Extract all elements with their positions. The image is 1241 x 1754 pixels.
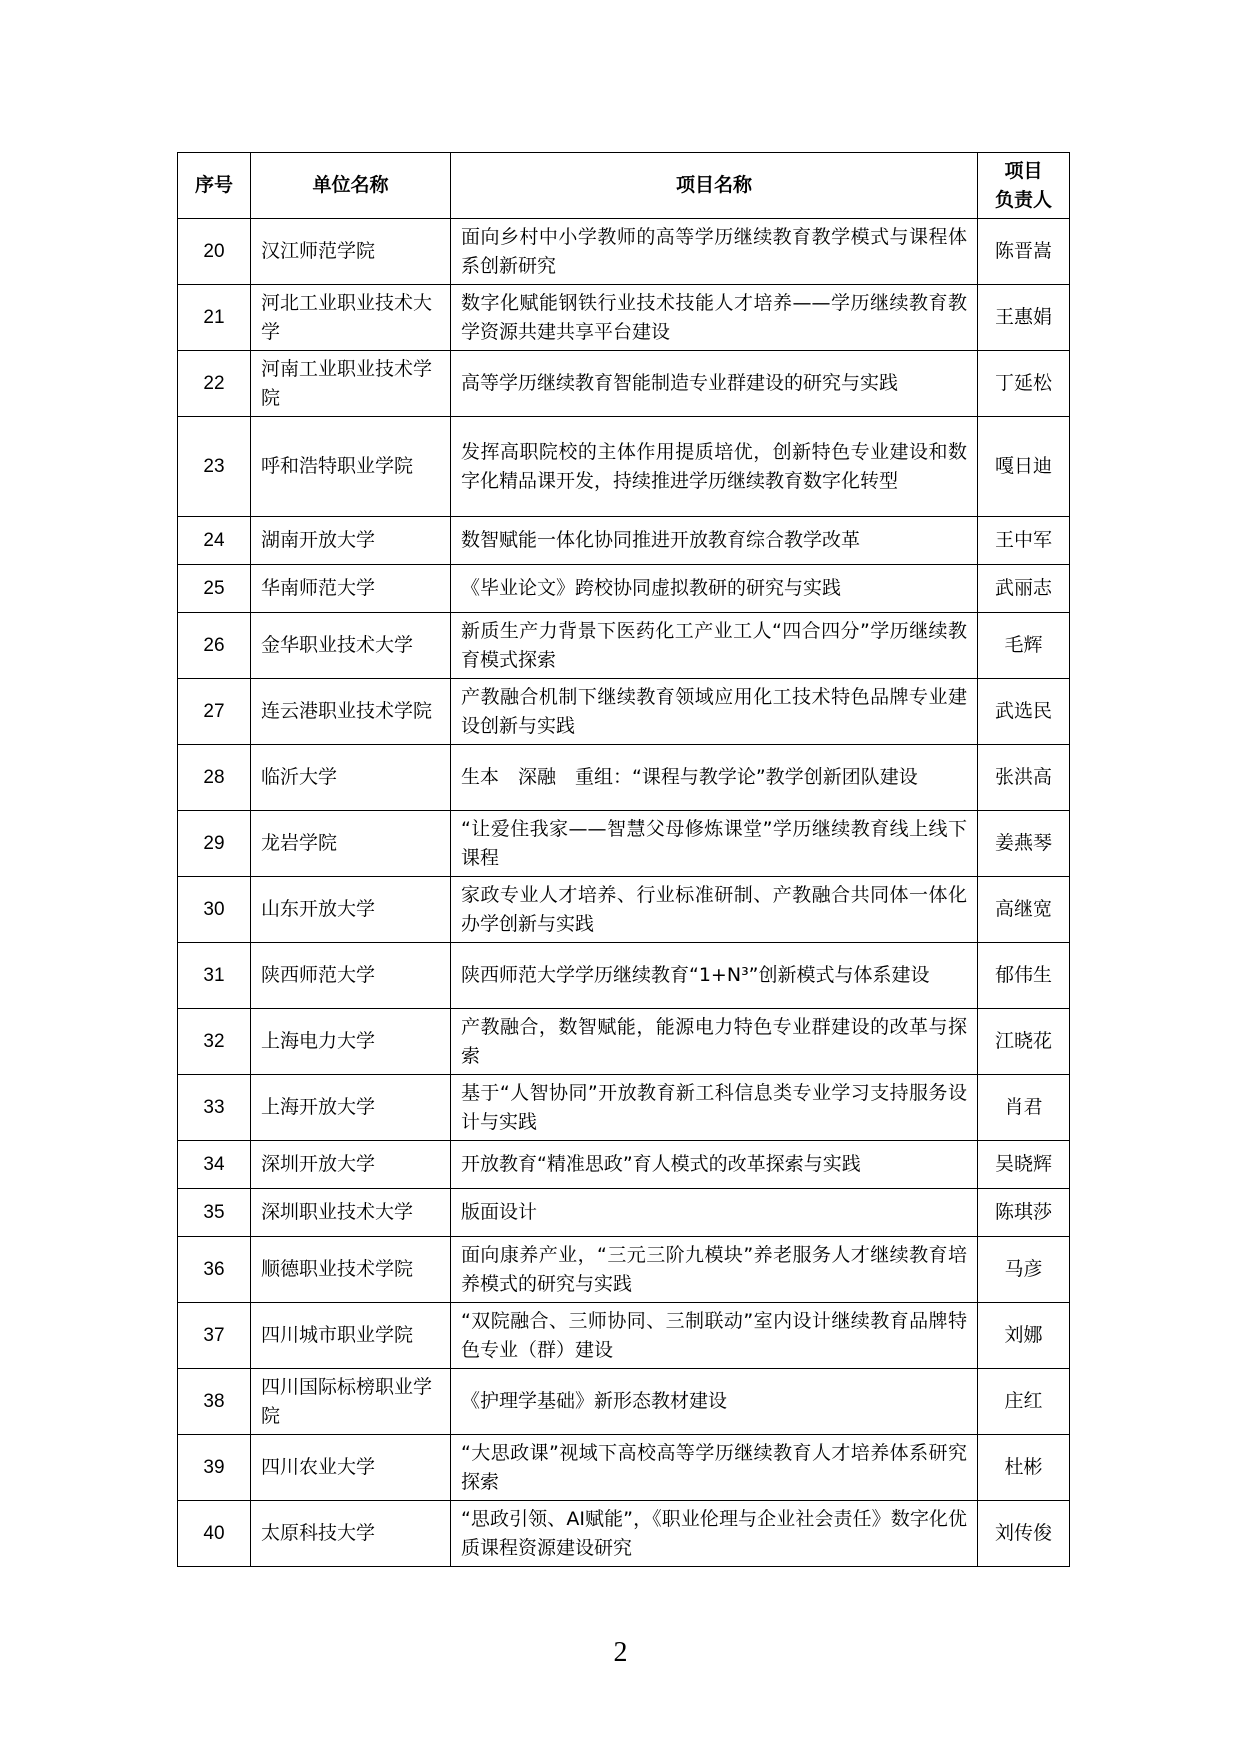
table-row (178, 219, 1070, 285)
row-unit: 河南工业职业技术学院 (251, 351, 451, 417)
row-project: 高等学历继续教育智能制造专业群建设的研究与实践 (451, 351, 978, 417)
row-project: 数字化赋能钢铁行业技术技能人才培养——学历继续教育教学资源共建共享平台建设 (451, 285, 978, 351)
row-idx: 38 (178, 1369, 251, 1435)
row-idx: 24 (178, 517, 251, 565)
row-idx: 26 (178, 613, 251, 679)
row-unit: 汉江师范学院 (251, 219, 451, 285)
row-lead: 毛辉 (978, 613, 1070, 679)
row-idx: 33 (178, 1075, 251, 1141)
header-lead-line2: 负责人 (994, 188, 1052, 211)
row-project: 数智赋能一体化协同推进开放教育综合教学改革 (451, 517, 978, 565)
row-project: 家政专业人才培养、行业标准研制、产教融合共同体一体化办学创新与实践 (451, 877, 978, 943)
table-header-row (178, 153, 1070, 219)
table-row (178, 517, 1070, 565)
row-project: 陕西师范大学学历继续教育“1+N³”创新模式与体系建设 (451, 943, 978, 1009)
row-unit: 湖南开放大学 (251, 517, 451, 565)
row-lead: 姜燕琴 (978, 811, 1070, 877)
row-lead: 高继宽 (978, 877, 1070, 943)
table-row (178, 613, 1070, 679)
row-unit: 连云港职业技术学院 (251, 679, 451, 745)
row-lead: 嘎日迪 (978, 417, 1070, 517)
header-project: 项目名称 (451, 153, 978, 219)
table-row (178, 565, 1070, 613)
table-row (178, 679, 1070, 745)
row-project: “思政引领、AI赋能”，《职业伦理与企业社会责任》数字化优质课程资源建设研究 (451, 1501, 978, 1567)
row-unit: 上海电力大学 (251, 1009, 451, 1075)
table-row (178, 1141, 1070, 1189)
row-unit: 龙岩学院 (251, 811, 451, 877)
row-lead: 刘传俊 (978, 1501, 1070, 1567)
row-idx: 30 (178, 877, 251, 943)
row-lead: 吴晓辉 (978, 1141, 1070, 1189)
row-project: 版面设计 (451, 1189, 978, 1237)
row-idx: 25 (178, 565, 251, 613)
row-idx: 21 (178, 285, 251, 351)
row-project: 开放教育“精准思政”育人模式的改革探索与实践 (451, 1141, 978, 1189)
row-unit: 临沂大学 (251, 745, 451, 811)
row-lead: 陈琪莎 (978, 1189, 1070, 1237)
header-unit: 单位名称 (251, 153, 451, 219)
row-project: 基于“人智协同”开放教育新工科信息类专业学习支持服务设计与实践 (451, 1075, 978, 1141)
row-idx: 31 (178, 943, 251, 1009)
row-unit: 顺德职业技术学院 (251, 1237, 451, 1303)
row-project: 产教融合，数智赋能，能源电力特色专业群建设的改革与探索 (451, 1009, 978, 1075)
row-unit: 四川国际标榜职业学院 (251, 1369, 451, 1435)
row-unit: 华南师范大学 (251, 565, 451, 613)
table-row (178, 811, 1070, 877)
row-lead: 陈晋嵩 (978, 219, 1070, 285)
row-project: 《毕业论文》跨校协同虚拟教研的研究与实践 (451, 565, 978, 613)
row-idx: 36 (178, 1237, 251, 1303)
table-row (178, 1189, 1070, 1237)
row-unit: 四川城市职业学院 (251, 1303, 451, 1369)
table-row (178, 943, 1070, 1009)
row-lead: 刘娜 (978, 1303, 1070, 1369)
row-idx: 32 (178, 1009, 251, 1075)
row-project: 面向乡村中小学教师的高等学历继续教育教学模式与课程体系创新研究 (451, 219, 978, 285)
row-project: “双院融合、三师协同、三制联动”室内设计继续教育品牌特色专业（群）建设 (451, 1303, 978, 1369)
row-unit: 深圳开放大学 (251, 1141, 451, 1189)
table-row (178, 1369, 1070, 1435)
row-unit: 太原科技大学 (251, 1501, 451, 1567)
row-project: 新质生产力背景下医药化工产业工人“四合四分”学历继续教育模式探索 (451, 613, 978, 679)
row-lead: 武选民 (978, 679, 1070, 745)
table-row (178, 1075, 1070, 1141)
page-number: 2 (613, 1637, 628, 1668)
row-lead: 江晓花 (978, 1009, 1070, 1075)
row-unit: 河北工业职业技术大学 (251, 285, 451, 351)
row-lead: 郁伟生 (978, 943, 1070, 1009)
row-project: 产教融合机制下继续教育领域应用化工技术特色品牌专业建设创新与实践 (451, 679, 978, 745)
row-unit: 深圳职业技术大学 (251, 1189, 451, 1237)
table-row (178, 1435, 1070, 1501)
row-idx: 22 (178, 351, 251, 417)
row-project: 《护理学基础》新形态教材建设 (451, 1369, 978, 1435)
row-lead: 王惠娟 (978, 285, 1070, 351)
row-idx: 37 (178, 1303, 251, 1369)
row-lead: 马彦 (978, 1237, 1070, 1303)
header-idx: 序号 (178, 153, 251, 219)
row-unit: 上海开放大学 (251, 1075, 451, 1141)
row-lead: 杜彬 (978, 1435, 1070, 1501)
row-idx: 39 (178, 1435, 251, 1501)
row-idx: 35 (178, 1189, 251, 1237)
row-lead: 庄红 (978, 1369, 1070, 1435)
row-project: 发挥高职院校的主体作用提质培优，创新特色专业建设和数字化精品课开发，持续推进学历继续教育数字化转型 (451, 417, 978, 517)
row-lead: 武丽志 (978, 565, 1070, 613)
row-idx: 23 (178, 417, 251, 517)
table-row (178, 1237, 1070, 1303)
row-unit: 四川农业大学 (251, 1435, 451, 1501)
row-lead: 张洪高 (978, 745, 1070, 811)
row-project: “大思政课”视域下高校高等学历继续教育人才培养体系研究探索 (451, 1435, 978, 1501)
row-idx: 34 (178, 1141, 251, 1189)
project-list-table (177, 152, 1070, 1567)
row-unit: 山东开放大学 (251, 877, 451, 943)
header-lead (978, 153, 1070, 219)
row-idx: 27 (178, 679, 251, 745)
row-unit: 金华职业技术大学 (251, 613, 451, 679)
table-row (178, 1009, 1070, 1075)
table-row (178, 877, 1070, 943)
table-row (178, 745, 1070, 811)
table-row (178, 417, 1070, 517)
table-row (178, 351, 1070, 417)
row-idx: 40 (178, 1501, 251, 1567)
row-lead: 肖君 (978, 1075, 1070, 1141)
row-idx: 28 (178, 745, 251, 811)
row-project: “让爱住我家——智慧父母修炼课堂”学历继续教育线上线下课程 (451, 811, 978, 877)
row-unit: 呼和浩特职业学院 (251, 417, 451, 517)
table-row (178, 1501, 1070, 1567)
row-unit: 陕西师范大学 (251, 943, 451, 1009)
table-row (178, 1303, 1070, 1369)
row-idx: 20 (178, 219, 251, 285)
table-body (178, 219, 1070, 1567)
row-project: 生本 深融 重组：“课程与教学论”教学创新团队建设 (451, 745, 978, 811)
row-project: 面向康养产业，“三元三阶九模块”养老服务人才继续教育培养模式的研究与实践 (451, 1237, 978, 1303)
row-lead: 丁延松 (978, 351, 1070, 417)
row-lead: 王中军 (978, 517, 1070, 565)
header-lead-line1: 项目 (1004, 159, 1043, 182)
row-idx: 29 (178, 811, 251, 877)
table-row (178, 285, 1070, 351)
